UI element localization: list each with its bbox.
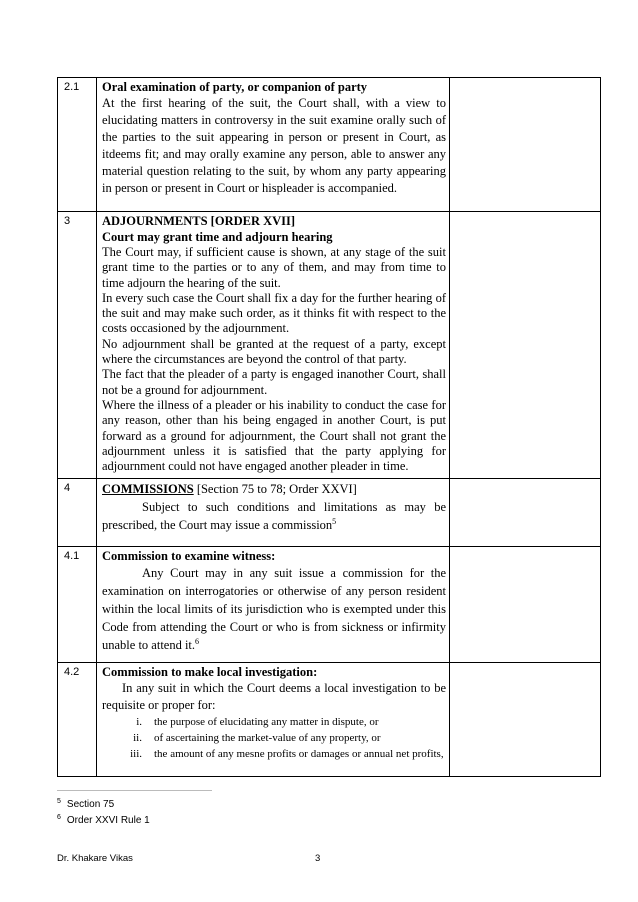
empty-cell <box>450 78 601 212</box>
row-number: 2.1 <box>58 78 97 212</box>
section-heading: Commission to make local investigation: <box>102 665 318 680</box>
row-number: 4 <box>58 479 97 547</box>
section-subheading: Court may grant time and adjourn hearing <box>102 230 333 244</box>
empty-cell <box>450 547 601 663</box>
paragraph: No adjournment shall be granted at the request of a party, except where the circumstances are beyond the control of that party. <box>102 336 446 367</box>
table-row <box>58 78 601 212</box>
section-text-line <box>102 498 446 534</box>
list-number: ii. <box>133 732 142 745</box>
paragraph: Where the illness of a pleader or his inability to conduct the case for any reason, other than his being engaged in another Court, is put forward as a ground for adjournment, the Court shall not grant the adjournment unless it is satisfied that the party applying for adjournment could not have engaged another pleader in time. <box>102 397 446 474</box>
row-body <box>97 78 450 212</box>
list-text: of ascertaining the market-value of any property, or <box>154 732 381 745</box>
row-number: 4.1 <box>58 547 97 663</box>
footnote-divider <box>57 790 212 791</box>
list-number: iii. <box>130 748 142 761</box>
footnote-number: 5 <box>57 797 61 805</box>
list-number: i. <box>136 716 142 729</box>
table-row <box>58 663 601 777</box>
footnote-text: Order XXVI Rule 1 <box>66 815 150 826</box>
paragraph: The fact that the pleader of a party is engaged inanother Court, shall not be a ground for adjournment. <box>102 367 446 397</box>
list-text: the purpose of elucidating any matter in dispute, or <box>154 716 379 729</box>
list-text: the amount of any mesne profits or damages or annual net profits, <box>154 748 444 761</box>
row-body <box>97 479 450 547</box>
footnote-text: Section 75 <box>66 799 115 810</box>
section-heading: ADJOURNMENTS [ORDER XVII] <box>102 214 296 228</box>
row-number: 4.2 <box>58 663 97 777</box>
footnote-number: 6 <box>57 813 61 821</box>
footnote <box>57 815 150 826</box>
section-text: In any suit in which the Court deems a local investigation to be requisite or proper for: <box>102 681 446 713</box>
list-item <box>102 730 446 746</box>
section-heading: COMMISSIONS <box>102 482 194 497</box>
empty-cell <box>450 663 601 777</box>
footnote-ref: 5 <box>332 517 337 527</box>
section-text: Subject to such conditions and limitations as may be prescribed, the Court may issue a commission <box>102 500 446 533</box>
footer-author: Dr. Khakare Vikas <box>57 853 133 864</box>
section-heading: Commission to examine witness: <box>102 549 276 564</box>
section-heading-line <box>102 480 446 498</box>
empty-cell <box>450 479 601 547</box>
footnote <box>57 799 114 810</box>
list-item <box>102 746 446 762</box>
section-heading-rest: [Section 75 to 78; Order XXVI] <box>193 482 357 497</box>
empty-cell <box>450 212 601 479</box>
list-item <box>102 714 446 730</box>
page-number: 3 <box>315 853 321 864</box>
paragraph: In every such case the Court shall fix a day for the further hearing of the suit and may make such order, as it thinks fit with respect to the costs occasioned by the adjournment. <box>102 290 446 336</box>
row-body <box>97 663 450 777</box>
paragraph: The Court may, if sufficient cause is shown, at any stage of the suit grant time to the parties or to any of them, and may from time to time adjourn the hearing of the suit. <box>102 245 446 290</box>
section-text: At the first hearing of the suit, the Court shall, with a view to elucidating matters in controversy in the suit examine orally such of the parties to the suit appearing in person or present in Court, as itdeems fit; and may orally examine any person, able to answer any material question relating to the suit, by whom any party appearing in person or present in Court or hispleader is accompanied. <box>102 96 446 195</box>
section-heading: Oral examination of party, or companion of party <box>102 80 368 94</box>
table-row <box>58 212 601 479</box>
table-row <box>58 479 601 547</box>
content-table <box>57 77 601 777</box>
section-text: Any Court may in any suit issue a commission for the examination on interrogatories or otherwise of any person resident within the local limits of its jurisdiction who is exempted under this Code from attending the Court or who is from sickness or infirmity unable to attend it. <box>102 566 446 653</box>
footnote-ref: 6 <box>195 637 200 647</box>
row-number: 3 <box>58 212 97 479</box>
table-row <box>58 547 601 663</box>
row-body <box>97 212 450 479</box>
section-text-line <box>102 564 446 654</box>
row-body <box>97 547 450 663</box>
